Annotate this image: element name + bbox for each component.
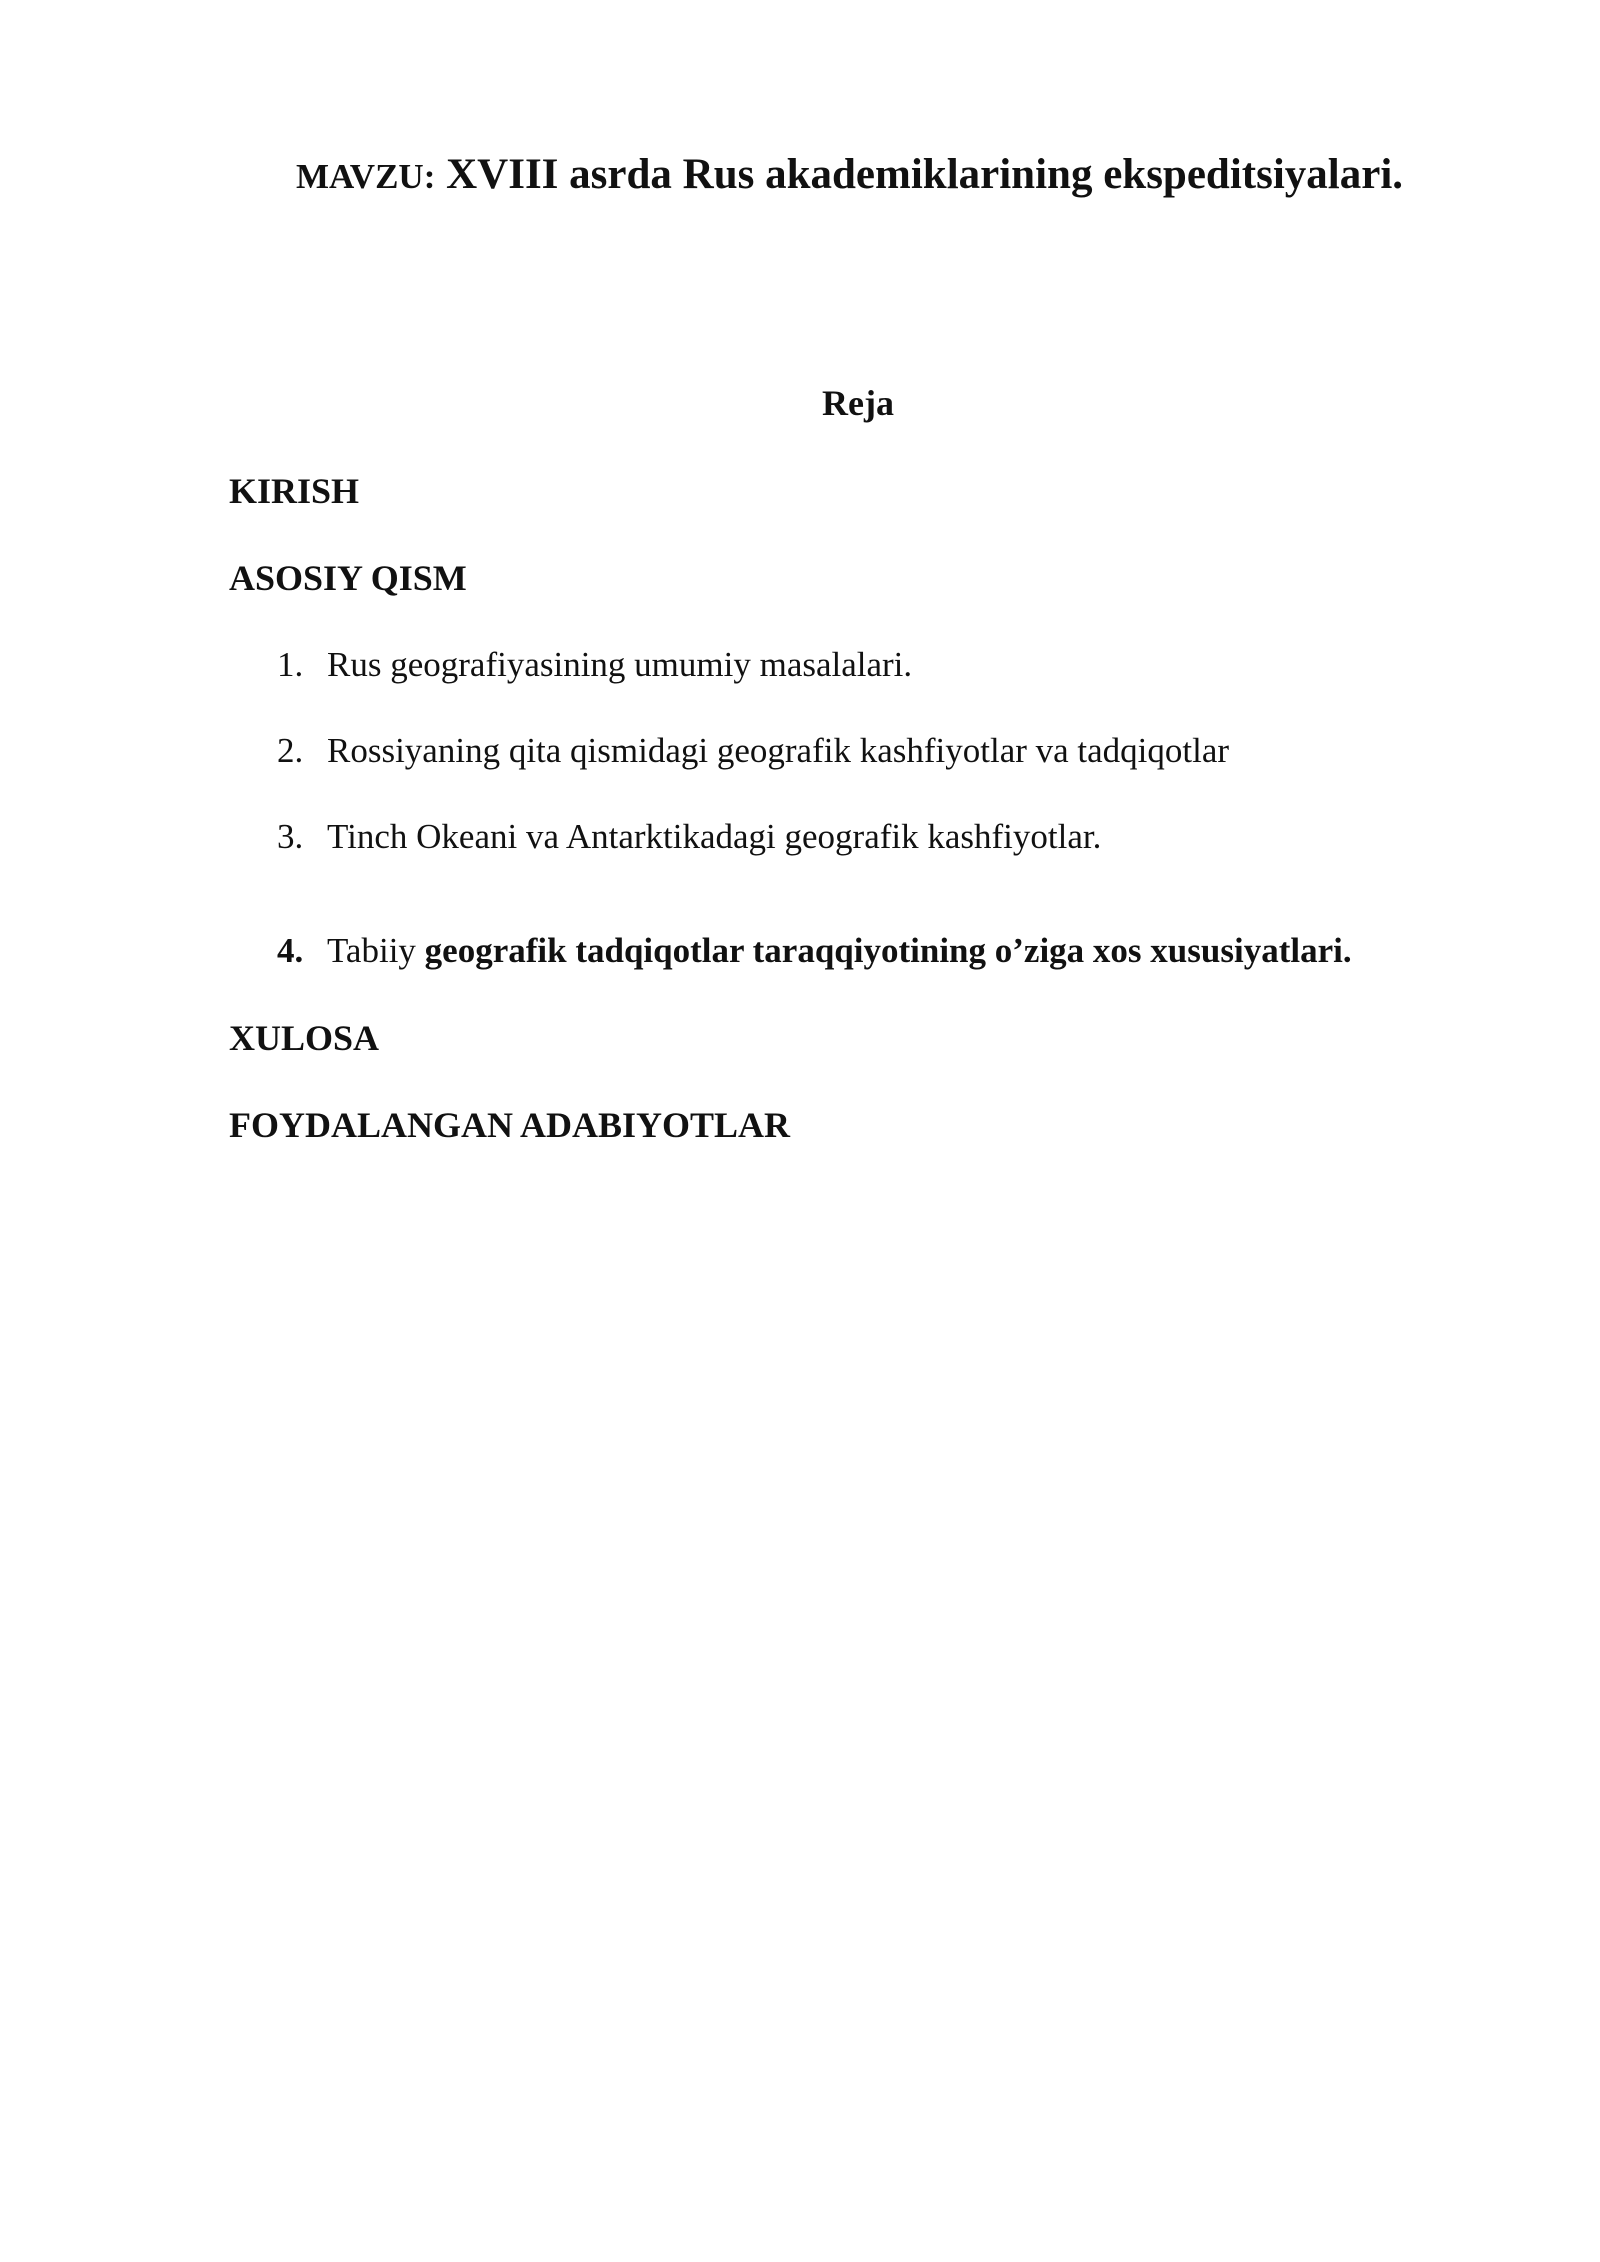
section-main: ASOSIY QISM [229, 558, 467, 598]
document-title [296, 150, 1403, 199]
plan-heading: Reja [822, 383, 894, 423]
list-item-text-bold: geografik tadqiqotlar taraqqiyotining o’ziga xos xususiyatlari. [424, 931, 1352, 970]
list-item-text: Tinch Okeani va Antarktikadagi geografik kashfiyotlar. [327, 817, 1102, 856]
section-references: FOYDALANGAN ADABIYOTLAR [229, 1105, 791, 1145]
list-item-number: 4. [277, 931, 304, 970]
section-intro: KIRISH [229, 471, 360, 511]
list-item [277, 817, 1101, 857]
title-prefix: MAVZU: [296, 157, 436, 196]
list-item [277, 731, 1229, 771]
list-item-number: 3. [277, 817, 304, 856]
title-text: XVIII asrda Rus akademiklarining ekspeditsiyalari. [446, 151, 1404, 198]
section-conclusion: XULOSA [229, 1018, 380, 1058]
list-item-text: Rossiyaning qita qismidagi geografik kashfiyotlar va tadqiqotlar [327, 731, 1230, 770]
list-item-number: 1. [277, 645, 304, 684]
list-item [277, 645, 912, 685]
list-item [277, 931, 1352, 971]
list-item-text-normal: Tabiiy [327, 931, 416, 970]
list-item-number: 2. [277, 731, 304, 770]
list-item-text: Rus geografiyasining umumiy masalalari. [327, 645, 913, 684]
